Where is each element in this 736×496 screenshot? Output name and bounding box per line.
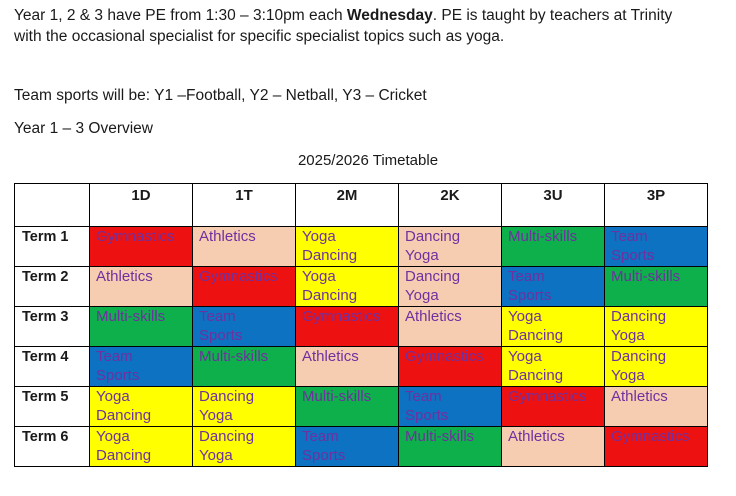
timetable-cell <box>399 307 502 347</box>
team-sports-line: Team sports will be: Y1 –Football, Y2 – Netball, Y3 – Cricket <box>14 87 427 104</box>
activity-line: Dancing <box>611 348 667 365</box>
column-header: 1D <box>90 184 193 227</box>
intro-text-line2: with the occasional specialist for specific specialist topics such as yoga. <box>14 28 505 45</box>
timetable-cell <box>399 227 502 267</box>
activity-text <box>605 267 707 286</box>
activity-text <box>399 227 501 265</box>
timetable-cell <box>193 267 296 307</box>
activity-text <box>605 387 707 406</box>
column-header: 3U <box>502 184 605 227</box>
column-header: 2M <box>296 184 399 227</box>
activity-line: Gymnastics <box>508 388 587 405</box>
activity-line: Multi-skills <box>405 428 475 445</box>
timetable-cell <box>90 267 193 307</box>
activity-line: Athletics <box>405 308 462 325</box>
activity-line: Dancing <box>96 407 152 424</box>
timetable-cell <box>90 347 193 387</box>
timetable-cell <box>399 387 502 427</box>
column-header: 2K <box>399 184 502 227</box>
term-label: Term 1 <box>15 227 90 267</box>
activity-line: Yoga <box>96 388 130 405</box>
activity-line: Athletics <box>199 228 256 245</box>
timetable-cell <box>502 427 605 467</box>
timetable-header-row <box>15 184 708 227</box>
timetable-cell <box>193 427 296 467</box>
activity-line: Athletics <box>508 428 565 445</box>
timetable-cell <box>605 347 708 387</box>
activity-line: Yoga <box>611 327 645 344</box>
timetable-cell <box>90 427 193 467</box>
activity-text <box>399 267 501 305</box>
timetable-cell <box>605 267 708 307</box>
table-row <box>15 427 708 467</box>
activity-text <box>193 267 295 286</box>
timetable-cell <box>296 227 399 267</box>
activity-line: Athletics <box>611 388 668 405</box>
activity-line: Yoga <box>508 308 542 325</box>
timetable-cell <box>90 227 193 267</box>
activity-line: Yoga <box>199 407 233 424</box>
activity-text <box>502 227 604 246</box>
timetable-cell <box>605 227 708 267</box>
column-header: 3P <box>605 184 708 227</box>
activity-line: Team <box>611 228 648 245</box>
activity-text <box>296 427 398 465</box>
timetable-cell <box>502 307 605 347</box>
column-header: 1T <box>193 184 296 227</box>
activity-line: Dancing <box>508 367 564 384</box>
timetable-cell <box>193 347 296 387</box>
activity-text <box>502 387 604 406</box>
activity-text <box>90 427 192 465</box>
activity-line: Dancing <box>405 268 461 285</box>
term-label: Term 5 <box>15 387 90 427</box>
activity-text <box>502 347 604 385</box>
timetable-cell <box>193 387 296 427</box>
activity-line: Gymnastics <box>199 268 278 285</box>
activity-line: Gymnastics <box>302 308 381 325</box>
activity-line: Sports <box>302 447 346 464</box>
activity-text <box>90 307 192 326</box>
activity-text <box>90 387 192 425</box>
activity-line: Sports <box>508 287 552 304</box>
timetable-cell <box>502 267 605 307</box>
activity-text <box>399 427 501 446</box>
activity-line: Gymnastics <box>611 428 690 445</box>
activity-text <box>399 387 501 425</box>
activity-line: Team <box>96 348 133 365</box>
activity-line: Team <box>508 268 545 285</box>
timetable-cell <box>605 307 708 347</box>
timetable-cell <box>605 427 708 467</box>
activity-text <box>193 347 295 366</box>
activity-line: Athletics <box>302 348 359 365</box>
activity-text <box>296 347 398 366</box>
table-row <box>15 267 708 307</box>
activity-text <box>605 307 707 345</box>
activity-line: Yoga <box>405 287 439 304</box>
activity-text <box>399 347 501 366</box>
table-row <box>15 307 708 347</box>
timetable-cell <box>399 347 502 387</box>
activity-line: Sports <box>611 247 655 264</box>
activity-line: Team <box>405 388 442 405</box>
timetable-cell <box>502 227 605 267</box>
activity-line: Gymnastics <box>405 348 484 365</box>
timetable-cell <box>502 347 605 387</box>
timetable-body <box>15 227 708 467</box>
activity-line: Yoga <box>302 228 336 245</box>
activity-line: Multi-skills <box>508 228 578 245</box>
timetable-cell <box>193 227 296 267</box>
activity-line: Sports <box>199 327 243 344</box>
activity-line: Dancing <box>199 388 255 405</box>
timetable-cell <box>399 427 502 467</box>
activity-line: Sports <box>405 407 449 424</box>
timetable-cell <box>296 307 399 347</box>
activity-line: Yoga <box>508 348 542 365</box>
activity-line: Gymnastics <box>96 228 175 245</box>
activity-line: Team <box>302 428 339 445</box>
activity-text <box>193 307 295 345</box>
activity-text <box>605 347 707 385</box>
activity-line: Yoga <box>302 268 336 285</box>
activity-line: Dancing <box>405 228 461 245</box>
timetable-cell <box>90 387 193 427</box>
activity-text <box>90 347 192 385</box>
intro-text-part2: . PE is taught by teachers at Trinity <box>432 7 673 24</box>
timetable-cell <box>296 347 399 387</box>
activity-text <box>296 387 398 406</box>
activity-line: Dancing <box>96 447 152 464</box>
activity-text <box>296 307 398 326</box>
activity-text <box>605 427 707 446</box>
activity-line: Yoga <box>96 428 130 445</box>
table-row <box>15 387 708 427</box>
term-label: Term 6 <box>15 427 90 467</box>
timetable-title: 2025/2026 Timetable <box>297 152 439 169</box>
timetable-corner-cell <box>15 184 90 227</box>
term-label: Term 2 <box>15 267 90 307</box>
activity-text <box>193 227 295 246</box>
activity-line: Yoga <box>611 367 645 384</box>
timetable-cell <box>296 267 399 307</box>
activity-text <box>502 307 604 345</box>
timetable-cell <box>193 307 296 347</box>
intro-text-part1: Year 1, 2 & 3 have PE from 1:30 – 3:10pm each <box>14 7 347 24</box>
term-label: Term 4 <box>15 347 90 387</box>
activity-line: Multi-skills <box>302 388 372 405</box>
activity-line: Dancing <box>199 428 255 445</box>
activity-line: Multi-skills <box>96 308 166 325</box>
activity-line: Yoga <box>405 247 439 264</box>
intro-paragraph <box>14 5 672 47</box>
timetable-cell <box>399 267 502 307</box>
table-row <box>15 347 708 387</box>
activity-line: Dancing <box>302 247 358 264</box>
activity-line: Multi-skills <box>199 348 269 365</box>
timetable <box>14 183 708 467</box>
timetable-cell <box>605 387 708 427</box>
timetable-cell <box>502 387 605 427</box>
intro-weekday: Wednesday <box>346 7 433 24</box>
activity-line: Yoga <box>199 447 233 464</box>
activity-line: Team <box>199 308 236 325</box>
timetable-cell <box>296 427 399 467</box>
term-label: Term 3 <box>15 307 90 347</box>
activity-text <box>605 227 707 265</box>
activity-text <box>90 267 192 286</box>
timetable-cell <box>90 307 193 347</box>
activity-line: Sports <box>96 367 140 384</box>
activity-line: Multi-skills <box>611 268 681 285</box>
activity-line: Dancing <box>508 327 564 344</box>
activity-text <box>193 427 295 465</box>
activity-text <box>193 387 295 425</box>
activity-text <box>502 267 604 305</box>
activity-text <box>296 267 398 305</box>
timetable-cell <box>296 387 399 427</box>
activity-text <box>90 227 192 246</box>
activity-line: Athletics <box>96 268 153 285</box>
table-row <box>15 227 708 267</box>
activity-line: Dancing <box>611 308 667 325</box>
activity-line: Dancing <box>302 287 358 304</box>
overview-heading: Year 1 – 3 Overview <box>14 120 154 137</box>
activity-text <box>502 427 604 446</box>
activity-text <box>399 307 501 326</box>
activity-text <box>296 227 398 265</box>
